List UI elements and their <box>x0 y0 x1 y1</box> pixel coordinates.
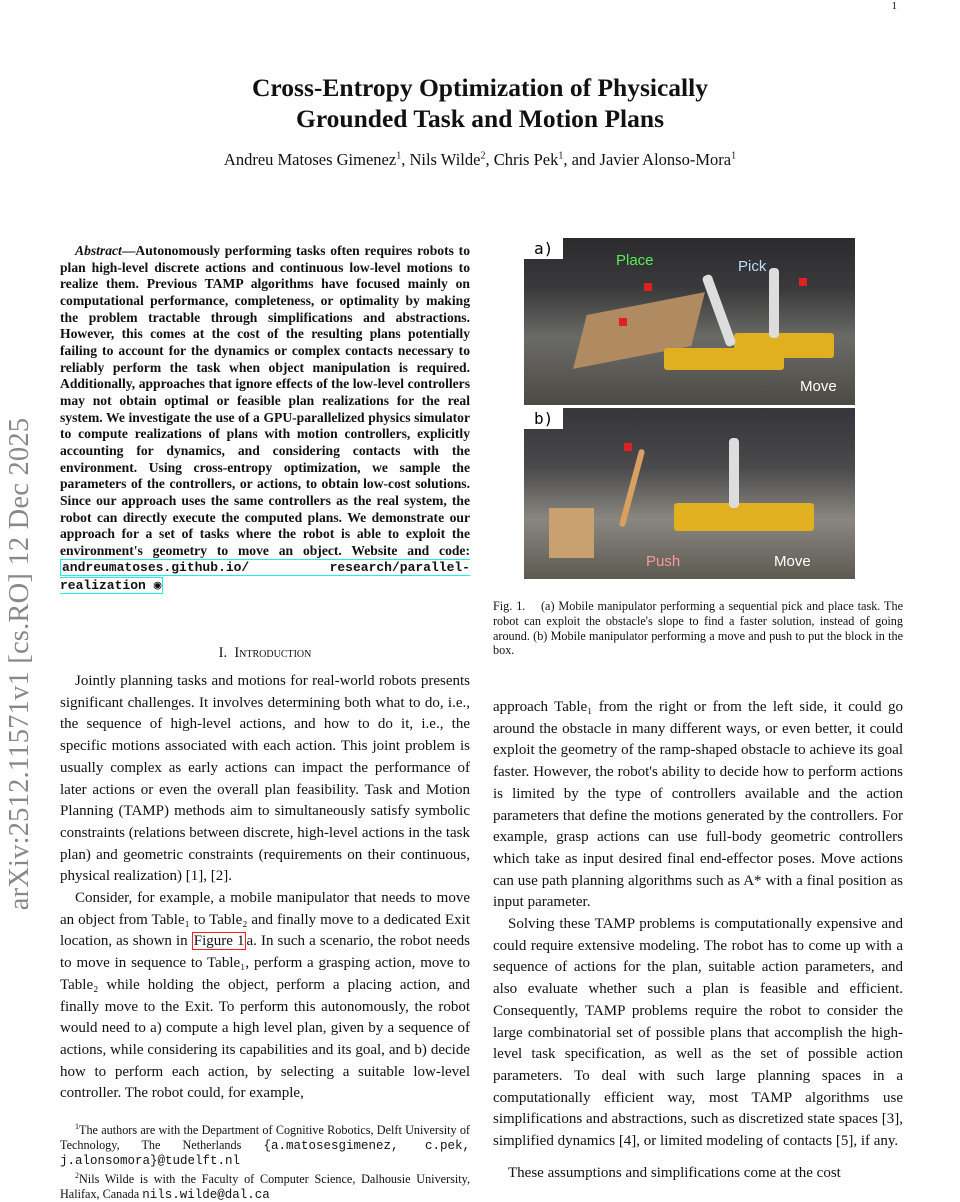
author: Javier Alonso-Mora$^1$ <box>599 150 737 169</box>
red-cube <box>624 443 632 451</box>
paragraph: These assumptions and simplifications come at the cost <box>508 1164 841 1181</box>
red-cube <box>644 283 652 291</box>
label-pick: Pick <box>738 258 767 275</box>
author: Nils Wilde$^2$, <box>409 150 494 169</box>
arxiv-identifier: arXiv:2512.11571v1 [cs.RO] 12 Dec 2025 <box>4 417 35 911</box>
label-place: Place <box>616 252 654 269</box>
github-icon: ◉ <box>153 578 162 594</box>
paragraph: Solving these TAMP problems is computationally expensive and could require extensive modeling. The robot has to come up with a sequence of actions for the plan, suitable action parameters, and also evaluate whether such a plan is feasible and efficient. Consequently, TAMP problems require the robot to consider the large combinatorial set of possible plans that accomplish the high-level task specification, as well as the set of possible action parameters. To deal with such large planning spaces in a computationally efficient way, most TAMP algorithms use simplifications and abstractions, such as discretized state spaces [3], simplified dynamics [4], or limited modeling of contacts [5], if any. <box>493 916 903 1150</box>
author: Andreu Matoses Gimenez$^1$, <box>223 150 410 169</box>
figure-panel-b <box>524 408 855 579</box>
footnote-1: $^1$The authors are with the Department of Cognitive Robotics, Delft University of Technology, The Netherlands {a.matosesgimenez, c.pek, j.alonsomora}@tudelft.nl <box>60 1122 470 1169</box>
title-line-1: Cross-Entropy Optimization of Physically <box>252 73 708 102</box>
footnote-2: $^2$Nils Wilde is with the Faculty of Computer Science, Dalhousie University, Halifax, Canada nils.wilde@dal.ca <box>60 1170 470 1202</box>
abstract-dash: — <box>121 243 136 258</box>
right-column-text <box>493 697 903 1184</box>
paragraph: Consider, for example, a mobile manipulator that needs to move an object from Table₁ to Table₂ and finally move to a dedicated Exit location, as shown in Figure 1 a. In such a scenario, the robot needs to move in sequence to Table₁, perform a grasping action, move to Table₂ while holding the object, perform a placing action, and finally move to the Exit. To perform this autonomously, the robot would need to a) compute a high level plan, given by a sequence of actions, while considering its capabilities and its goal, and b) decide how to perform each action, by selecting a suitable low-level controller. The robot could, for example, <box>60 890 470 1102</box>
page-number: 1 <box>891 0 897 12</box>
robot-base <box>674 503 814 531</box>
figure-1-link[interactable]: Figure 1 <box>193 933 245 950</box>
introduction-text <box>60 671 470 1105</box>
panel-label-a: a) <box>524 238 563 259</box>
label-push: Push <box>646 553 681 570</box>
red-cube <box>619 318 627 326</box>
section-heading: I. Introduction <box>218 645 312 661</box>
robot-arm <box>729 438 739 508</box>
robot-arm <box>769 268 779 338</box>
label-move: Move <box>800 378 837 395</box>
figure-panel-a <box>524 238 855 405</box>
paragraph: approach Table₁ from the right or from the left side, it could go around the obstacle in many different ways, or even better, it could exploit the geometry of the ramp-shaped obstacle to achieve its goal faster. However, the robot's ability to decide how to perform actions is limited by the type of controllers available and the action parameters that define the motions generated by the controllers. For example, grasp actions can use full-body geometric controllers which take as input desired final end-effector poses. Move actions can use path planning algorithms such as A* with a final position as input parameter. <box>493 699 903 911</box>
red-cube <box>799 278 807 286</box>
author: Chris Pek$^1$, and <box>493 150 600 169</box>
panel-label-b: b) <box>524 408 563 429</box>
push-stick <box>619 449 646 528</box>
paragraph: Jointly planning tasks and motions for real-world robots presents significant challenges. It involves determining both what to do, i.e., the sequence of high-level actions, and how to do it, i.e., the specific motions associated with each action. This joint problem is usually complex as early actions can impact the performance of later actions or even the overall plan feasibility. Task and Motion Planning (TAMP) methods aim to simultaneously satisfy symbolic constraints (relations between discrete, high-level actions in the task plan) and geometric constraints (requirements on their continuous, physical realization) [1], [2]. <box>60 673 470 885</box>
author-list <box>0 150 960 170</box>
abstract-text: Autonomously performing tasks often requires robots to plan high-level discrete actions and continuous low-level motions to realize them. Previous TAMP algorithms have focused mainly on computational performance, completeness, or optimality by making the problem tractable through simplifications and abstractions. However, this comes at the cost of the resulting plans potentially failing to account for the dynamics or complex contacts necessary to reliably perform the task when object manipulation is required. Additionally, approaches that ignore effects of the low-level controllers may not obtain optimal or feasible plan realizations for the real system. We investigate the use of a GPU-parallelized physics simulator to compute realizations of plans with motion controllers, explicitly accounting for dynamics, and considering contacts with the environment. Using cross-entropy optimization, we sample the parameters of the controllers, or actions, to obtain low-cost solutions. Since our approach uses the same controllers as the real system, the robot can directly execute the computed plans. We demonstrate our approach for a set of tasks where the robot is able to exploit the environment's geometry to move an object. Website and code: <box>60 243 470 558</box>
label-move: Move <box>774 553 811 570</box>
title-line-2: Grounded Task and Motion Plans <box>295 104 664 133</box>
website-link[interactable]: andreumatoses.github.io/ research/parallel-realization ◉ <box>60 560 470 594</box>
figure-caption: Fig. 1. (a) Mobile manipulator performing a sequential pick and place task. The robot can exploit the obstacle's slope to find a faster solution, instead of going around. (b) Mobile manipulator performing a move and push to put the block in the box. <box>493 599 907 658</box>
abstract-label: Abstract <box>75 243 122 258</box>
wooden-box <box>549 508 594 558</box>
paper-title <box>0 72 960 134</box>
footnotes <box>60 1120 470 1202</box>
robot-base <box>734 333 834 358</box>
robot-arm <box>701 274 736 348</box>
abstract <box>60 243 470 595</box>
